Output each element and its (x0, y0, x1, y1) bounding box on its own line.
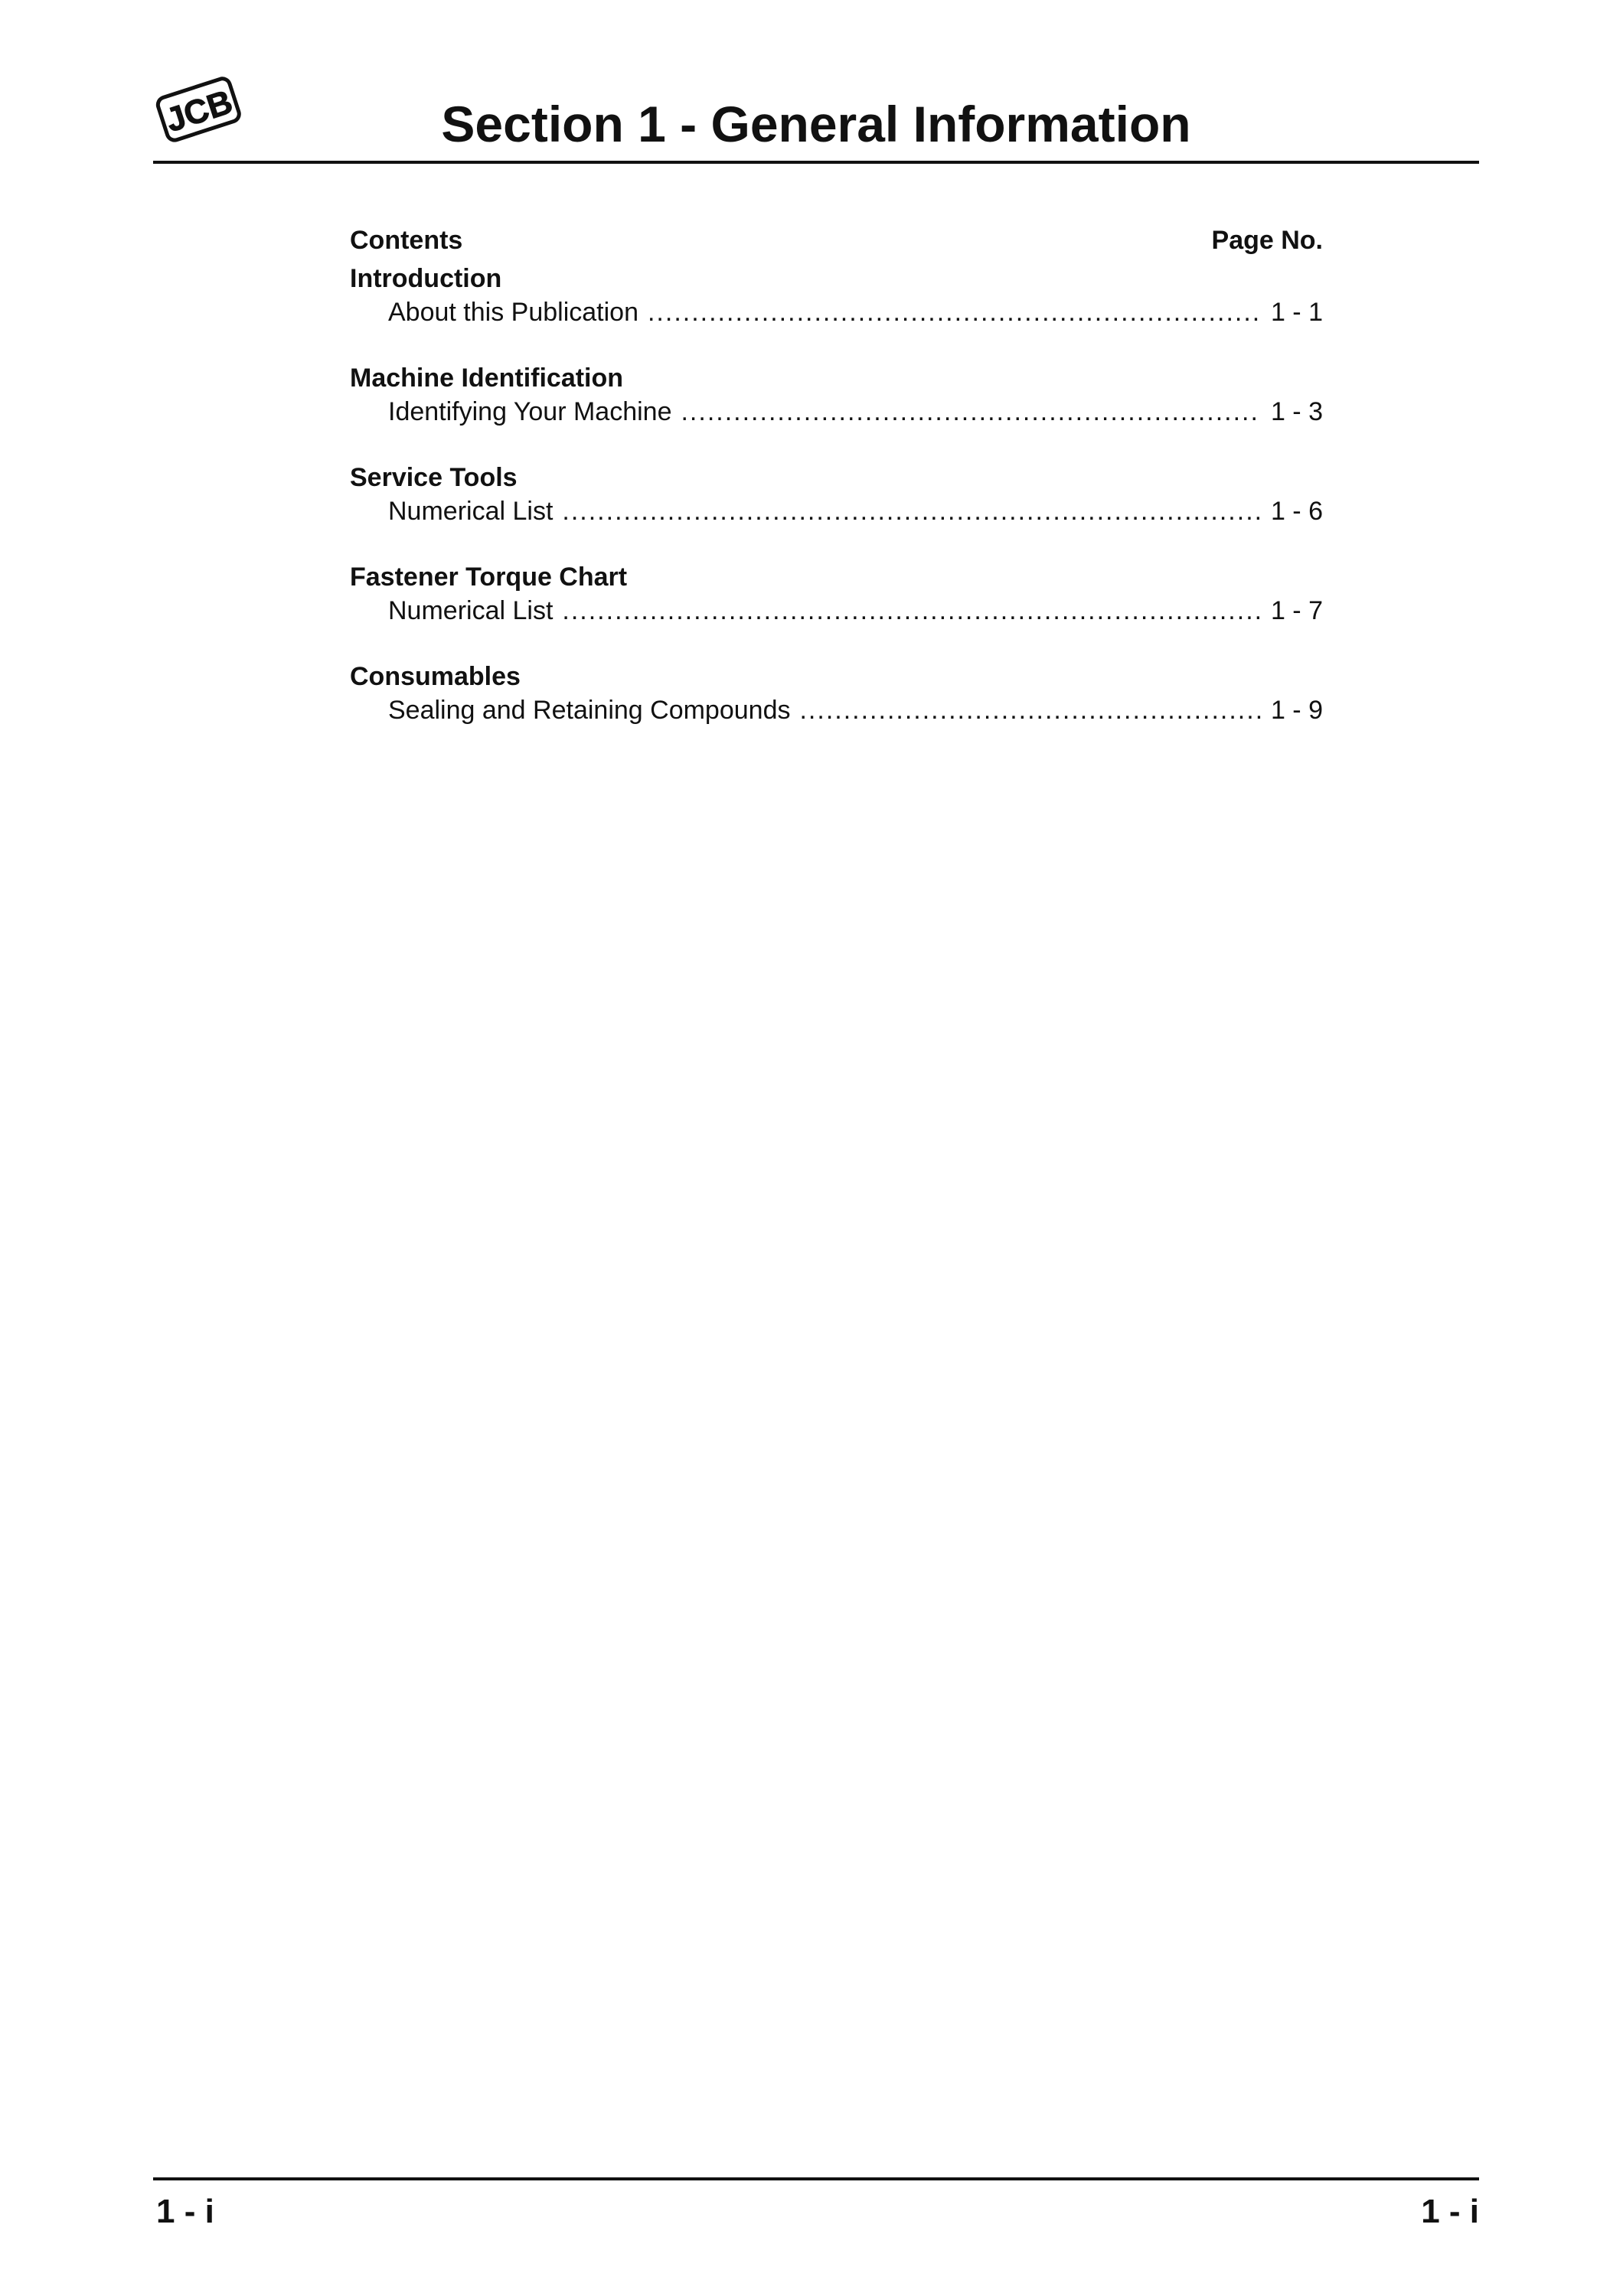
toc-group-title: Consumables (350, 662, 521, 691)
toc-group-consumables (350, 660, 1323, 727)
toc-entry[interactable] (350, 395, 1323, 429)
toc-entry-page: 1 - 3 (1270, 397, 1323, 426)
svg-text:JCB: JCB (161, 83, 237, 140)
footer-page-number-right: 1 - i (1421, 2193, 1479, 2230)
page-number-label: Page No. (1211, 226, 1323, 255)
table-of-contents (350, 223, 1323, 759)
footer-page-number-left: 1 - i (156, 2193, 214, 2230)
toc-group-title: Introduction (350, 264, 502, 293)
toc-entry[interactable] (350, 494, 1323, 528)
toc-entry-label: Sealing and Retaining Compounds (388, 696, 791, 725)
toc-entry[interactable] (350, 693, 1323, 727)
toc-entry-page: 1 - 1 (1270, 298, 1323, 327)
toc-group-machine-identification (350, 361, 1323, 429)
toc-header (350, 223, 1323, 257)
contents-label: Contents (350, 226, 463, 255)
toc-group-introduction (350, 262, 1323, 329)
toc-entry-label: Numerical List (388, 497, 554, 526)
toc-entry-page: 1 - 7 (1270, 596, 1323, 625)
toc-entry-label: Identifying Your Machine (388, 397, 672, 426)
toc-entry[interactable] (350, 295, 1323, 329)
page-title: Section 1 - General Information (441, 96, 1191, 152)
toc-entry[interactable] (350, 594, 1323, 628)
toc-entry-label: Numerical List (388, 596, 554, 625)
toc-entry-page: 1 - 6 (1270, 497, 1323, 526)
toc-group-title: Service Tools (350, 463, 518, 492)
footer-divider (153, 2177, 1479, 2180)
toc-entry-page: 1 - 9 (1270, 696, 1323, 725)
dot-leader (648, 295, 1262, 329)
toc-group-fastener-torque-chart (350, 560, 1323, 628)
dot-leader (799, 693, 1261, 727)
toc-entry-label: About this Publication (388, 298, 638, 327)
header-divider (153, 161, 1479, 164)
toc-group-title: Machine Identification (350, 364, 624, 393)
dot-leader (681, 395, 1261, 429)
dot-leader (562, 594, 1262, 628)
dot-leader (562, 494, 1262, 528)
toc-group-service-tools (350, 461, 1323, 528)
toc-group-title: Fastener Torque Chart (350, 563, 628, 592)
